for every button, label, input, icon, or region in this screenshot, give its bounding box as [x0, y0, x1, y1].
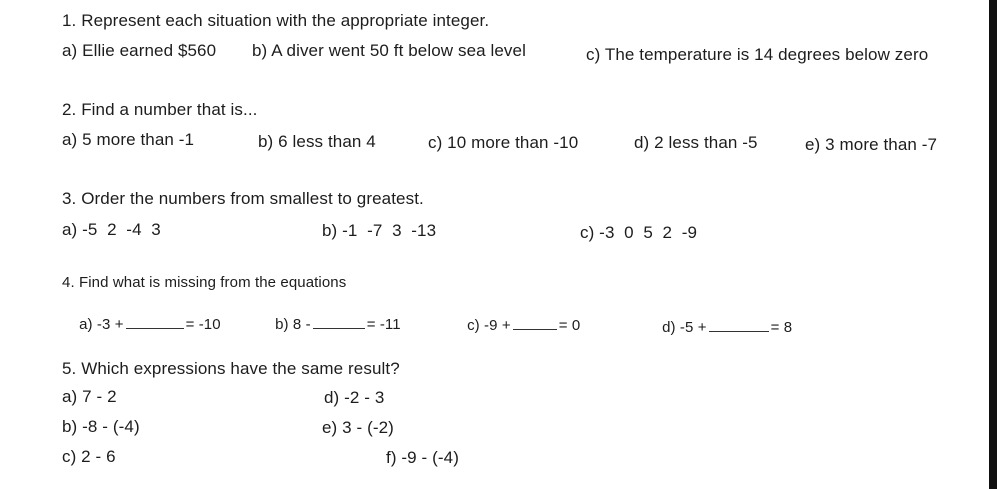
- q2-item-d: d) 2 less than -5: [634, 133, 758, 152]
- q4-c-right: = 0: [558, 317, 581, 334]
- q5-item-f: f) -9 - (-4): [386, 448, 459, 467]
- q4-d-right: = 8: [770, 319, 793, 336]
- q4-a-left: a) -3 +: [79, 316, 124, 333]
- q5-item-e: e) 3 - (-2): [322, 418, 394, 437]
- q4-item-a: [62, 302, 221, 347]
- photo-edge: [989, 0, 997, 489]
- q4-a-right: = -10: [185, 316, 221, 333]
- q1-item-b: b) A diver went 50 ft below sea level: [252, 41, 526, 60]
- q4-d-left: d) -5 +: [662, 319, 707, 336]
- q2-item-e: e) 3 more than -7: [805, 135, 938, 154]
- q4-item-c: [450, 303, 580, 348]
- q1-title: 1. Represent each situation with the appropriate integer.: [62, 11, 490, 30]
- q2-item-b: b) 6 less than 4: [258, 132, 376, 151]
- q2-item-a: a) 5 more than -1: [62, 130, 195, 149]
- q4-b-blank[interactable]: [313, 327, 365, 329]
- q1-item-c: c) The temperature is 14 degrees below zero: [586, 45, 929, 64]
- q4-item-b: [258, 302, 401, 347]
- q4-a-blank[interactable]: [126, 327, 184, 329]
- q5-title: 5. Which expressions have the same result?: [62, 359, 400, 378]
- q5-item-b: b) -8 - (-4): [62, 417, 140, 436]
- q3-item-c: c) -3 0 5 2 -9: [580, 223, 698, 242]
- q2-title: 2. Find a number that is...: [62, 100, 258, 119]
- q3-title: 3. Order the numbers from smallest to greatest.: [62, 189, 424, 208]
- q4-item-d: [645, 305, 792, 350]
- q4-b-right: = -11: [366, 316, 401, 333]
- q5-item-c: c) 2 - 6: [62, 447, 116, 466]
- q3-item-b: b) -1 -7 3 -13: [322, 221, 437, 240]
- q1-item-a: a) Ellie earned $560: [62, 41, 217, 60]
- q4-c-blank[interactable]: [513, 328, 557, 330]
- q4-d-blank[interactable]: [709, 330, 769, 332]
- q4-b-left: b) 8 -: [275, 316, 311, 333]
- q5-item-a: a) 7 - 2: [62, 387, 117, 406]
- q4-title: 4. Find what is missing from the equations: [62, 274, 347, 291]
- q5-item-d: d) -2 - 3: [324, 388, 385, 407]
- q4-c-left: c) -9 +: [467, 317, 511, 334]
- q3-item-a: a) -5 2 -4 3: [62, 220, 161, 239]
- q2-item-c: c) 10 more than -10: [428, 133, 579, 152]
